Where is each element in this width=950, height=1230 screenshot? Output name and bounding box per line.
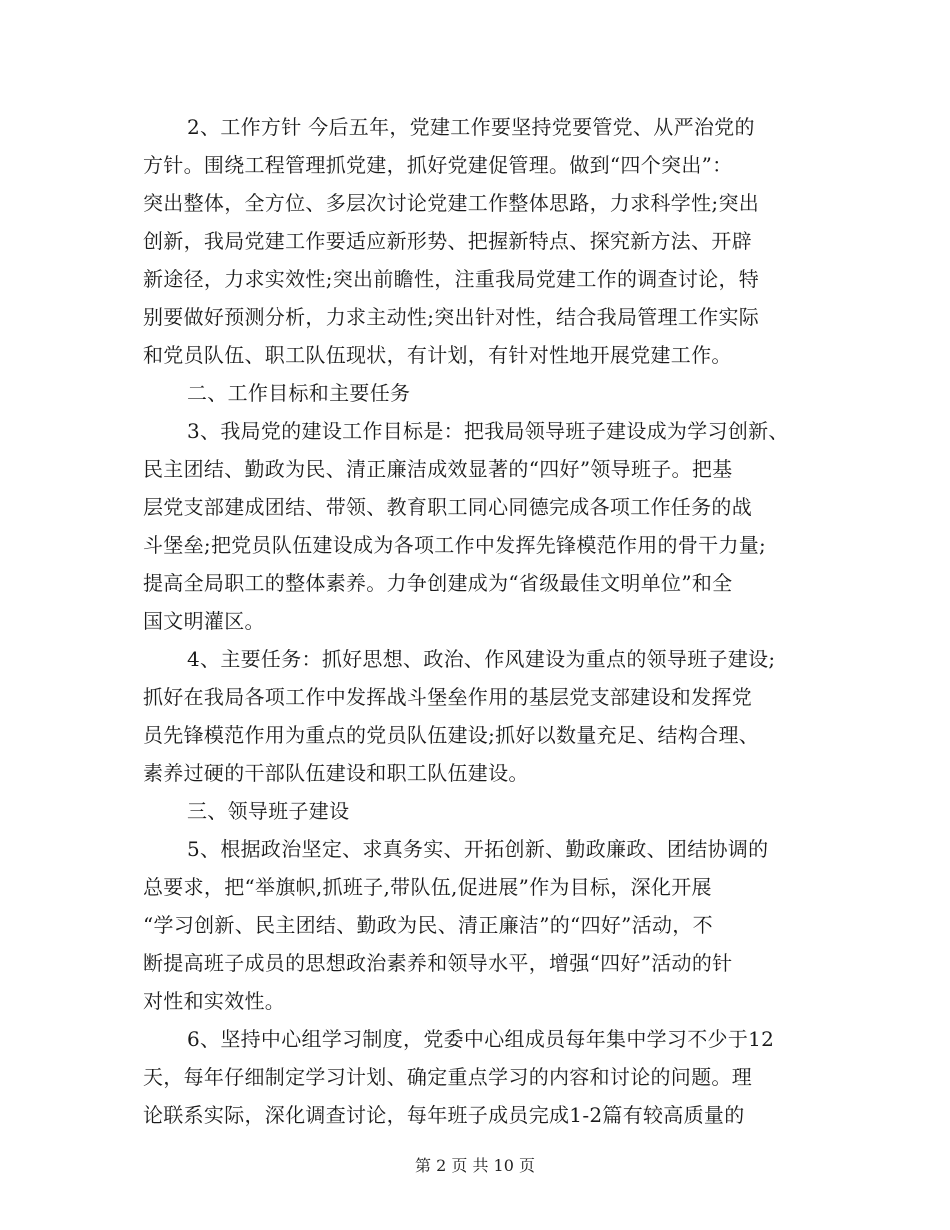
- text-line: 方针。围绕工程管理抓党建，抓好党建促管理。做到“四个突出”：: [143, 153, 733, 177]
- text-line: 国文明灌区。: [143, 609, 265, 633]
- text-line: 和党员队伍、职工队伍现状，有计划，有针对性地开展党建工作。: [143, 343, 732, 367]
- text-line: 抓好在我局各项工作中发挥战斗堡垒作用的基层党支部建设和发挥党: [143, 685, 752, 709]
- paragraph-leadership-requirements: [143, 830, 833, 1020]
- text-line: 对性和实效性。: [143, 989, 286, 1013]
- paragraph-work-policy: [143, 108, 833, 374]
- text-line: 3、我局党的建设工作目标是：把我局领导班子建设成为学习创新、: [187, 419, 789, 443]
- document-body: [143, 108, 833, 1134]
- text-line: 创新，我局党建工作要适应新形势、把握新特点、探究新方法、开辟: [143, 229, 752, 253]
- text-line: 论联系实际，深化调查讨论，每年班子成员完成1-2篇有较高质量的: [143, 1103, 745, 1127]
- page-number-footer: 第 2 页 共 10 页: [415, 1156, 535, 1175]
- text-line: 层党支部建成团结、带领、教育职工同心同德完成各项工作任务的战: [143, 495, 752, 519]
- text-line: 天，每年仔细制定学习计划、确定重点学习的内容和讨论的问题。理: [143, 1065, 752, 1089]
- text-line: “学习创新、民主团结、勤政为民、清正廉洁”的“四好”活动，不: [143, 913, 713, 937]
- text-line: 断提高班子成员的思想政治素养和领导水平，增强“四好”活动的针: [143, 951, 733, 975]
- section-heading: 三、领导班子建设: [187, 799, 350, 823]
- text-line: 新途径，力求实效性;突出前瞻性，注重我局党建工作的调查讨论，特: [143, 267, 760, 291]
- text-line: 6、坚持中心组学习制度，党委中心组成员每年集中学习不少于12: [187, 1027, 775, 1051]
- text-line: 突出整体，全方位、多层次讨论党建工作整体思路，力求科学性;突出: [143, 191, 760, 215]
- text-line: 2、工作方针 今后五年，党建工作要坚持党要管党、从严治党的: [187, 115, 755, 139]
- paragraph-study-system: [143, 1020, 833, 1134]
- section-heading-leadership: [143, 792, 833, 830]
- text-line: 别要做好预测分析，力求主动性;突出针对性，结合我局管理工作实际: [143, 305, 760, 329]
- text-line: 素养过硬的干部队伍建设和职工队伍建设。: [143, 761, 529, 785]
- section-heading: 二、工作目标和主要任务: [187, 381, 411, 405]
- text-line: 5、根据政治坚定、求真务实、开拓创新、勤政廉政、团结协调的: [187, 837, 769, 861]
- text-line: 提高全局职工的整体素养。力争创建成为“省级最佳文明单位”和全: [143, 571, 733, 595]
- text-line: 民主团结、勤政为民、清正廉洁成效显著的“四好”领导班子。把基: [143, 457, 733, 481]
- paragraph-goals: [143, 412, 833, 640]
- text-line: 员先锋模范作用为重点的党员队伍建设;抓好以数量充足、结构合理、: [143, 723, 760, 747]
- section-heading-goals: [143, 374, 833, 412]
- text-line: 4、主要任务：抓好思想、政治、作风建设为重点的领导班子建设;: [187, 647, 776, 671]
- text-line: 斗堡垒;把党员队伍建设成为各项工作中发挥先锋模范作用的骨干力量;: [143, 533, 767, 557]
- text-line: 总要求，把“举旗帜,抓班子,带队伍,促进展”作为目标，深化开展: [143, 875, 712, 899]
- paragraph-main-tasks: [143, 640, 833, 792]
